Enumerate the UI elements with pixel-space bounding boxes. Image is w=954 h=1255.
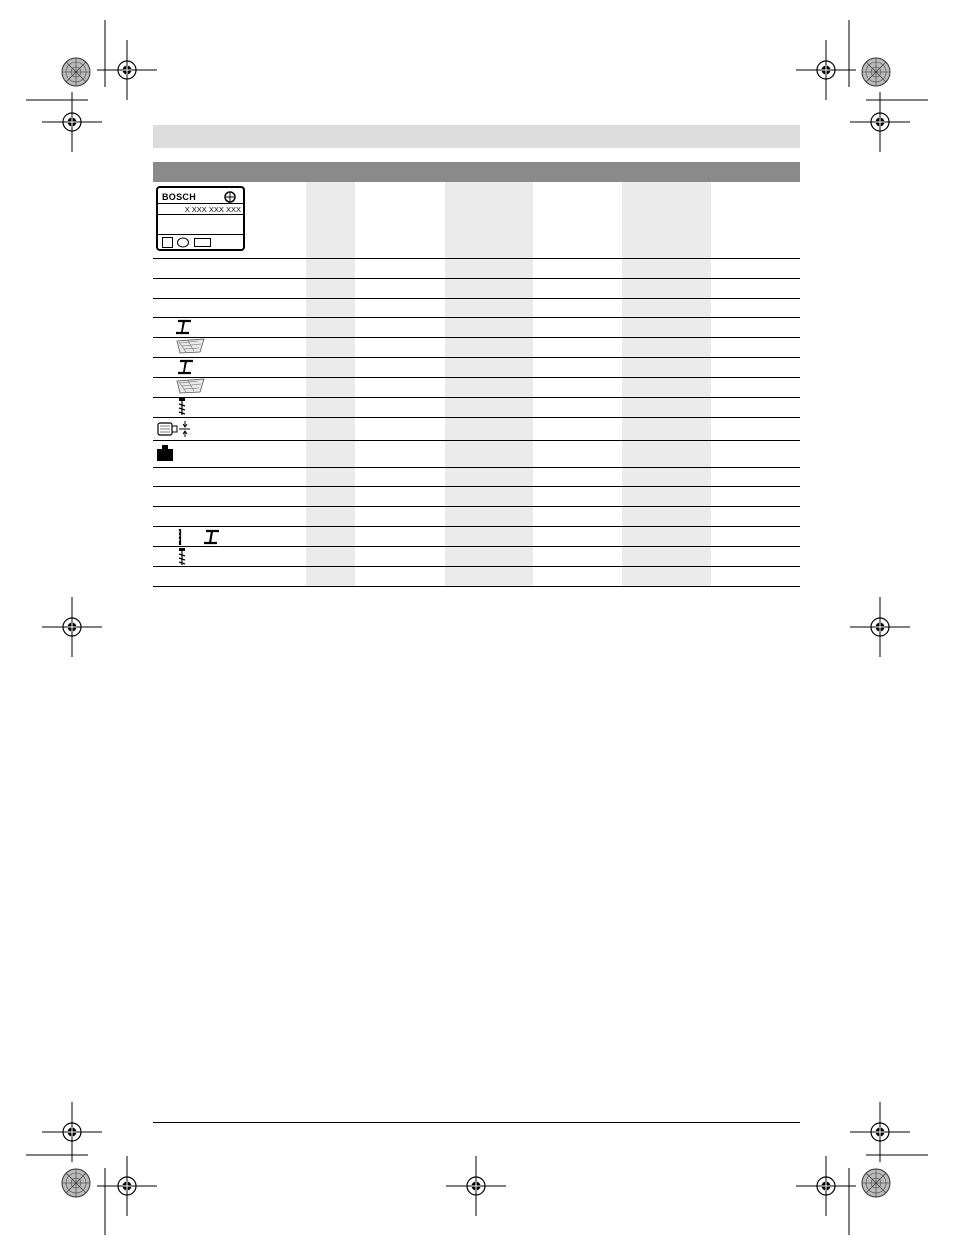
nameplate-number: X XXX XXX XXX <box>184 205 241 214</box>
nameplate-brand: BOSCH <box>162 192 197 202</box>
